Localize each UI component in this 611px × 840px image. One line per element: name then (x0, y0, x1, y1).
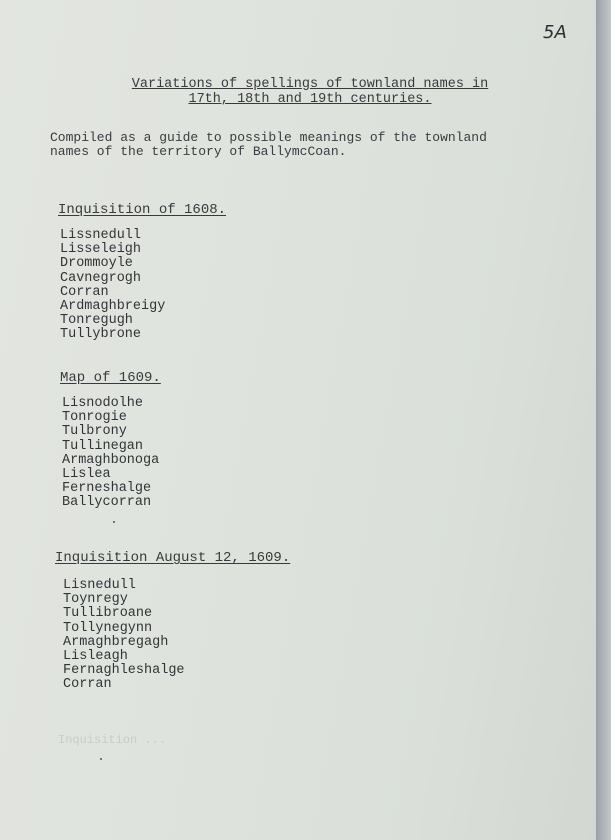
section-heading-map-1609: Map of 1609. (60, 370, 161, 386)
list-item: Armaghbonoga (62, 452, 160, 468)
list-item: Lisnodolhe (62, 396, 144, 411)
section-heading-aug-1609: Inquisition August 12, 1609. (55, 550, 291, 566)
faded-text: Inquisition ... (58, 733, 167, 747)
list-item: Tollynegynn (63, 620, 153, 636)
list-item: Lisseleigh (60, 242, 142, 258)
page-edge (596, 0, 611, 840)
list-item: Armaghbregagh (63, 634, 169, 650)
intro-paragraph (50, 131, 550, 159)
list-item: Lisleagh (63, 649, 128, 665)
list-item: Ardmaghbreigy (60, 299, 166, 315)
list-item: Tullybrone (60, 327, 142, 343)
list-item: Cavnegrogh (60, 270, 142, 286)
list-item: Corran (60, 284, 109, 300)
list-item: Toynregy (63, 592, 128, 608)
list-item: Lissnedull (60, 228, 142, 243)
paper-speck (113, 521, 115, 523)
intro-line-1: Compiled as a guide to possible meanings of the townland (50, 130, 487, 145)
list-item: Corran (63, 677, 112, 693)
intro-line-2: names of the territory of BallymcCoan. (50, 144, 347, 159)
list-map-1609 (62, 397, 159, 511)
list-item: Tonregugh (60, 313, 133, 329)
title-line-1: Variations of spellings of townland names in (131, 77, 489, 92)
paper-speck (100, 758, 102, 760)
list-item: Tullibroane (63, 606, 153, 622)
list-item: Drommoyle (60, 256, 133, 272)
list-item: Lislea (62, 467, 111, 483)
list-item: Ballycorran (62, 495, 152, 511)
list-1608 (60, 229, 165, 343)
list-item: Lisnedull (63, 578, 136, 593)
list-item: Tulbrony (62, 424, 127, 440)
list-item: Fernaghleshalge (63, 663, 185, 679)
page-number: 5A (543, 22, 567, 43)
section-heading-1608: Inquisition of 1608. (58, 202, 227, 218)
list-item: Tonrogie (62, 410, 127, 426)
title-line-2: 17th, 18th and 19th centuries. (188, 92, 432, 107)
list-aug-1609 (63, 579, 185, 693)
list-item: Ferneshalge (62, 481, 152, 497)
list-item: Tullinegan (62, 438, 144, 454)
